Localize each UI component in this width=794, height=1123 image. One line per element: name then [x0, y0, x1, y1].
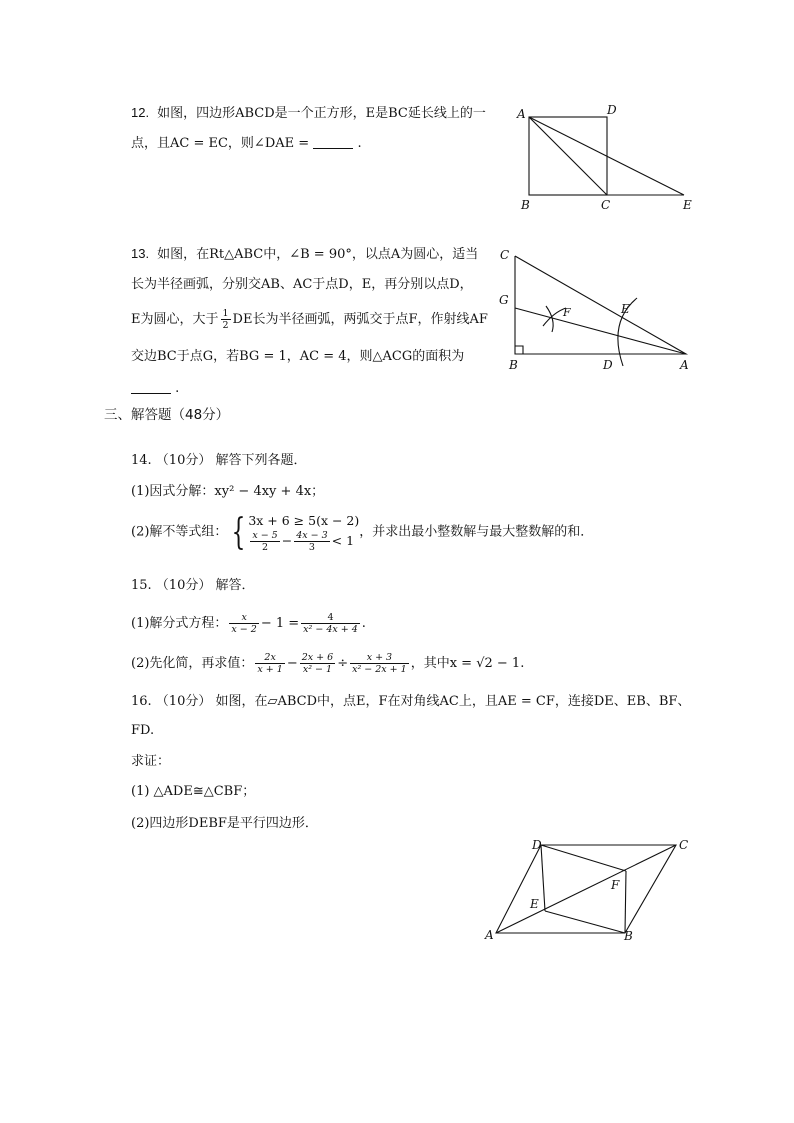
simp-frac-3	[350, 652, 409, 675]
label-a: A	[485, 928, 494, 942]
q12-line2	[131, 135, 362, 153]
less-than-one: < 1	[331, 533, 355, 548]
q14-part1: (1)因式分解：xy² − 4xy + 4x；	[131, 484, 325, 499]
label-c: C	[679, 838, 689, 852]
q14-part2-tail: ，并求出最小整数解与最大整数解的和．	[359, 524, 594, 540]
label-e: E	[621, 302, 630, 316]
segment-de	[541, 845, 545, 911]
right-angle-mark	[515, 346, 523, 354]
frac-a-num: x − 5	[252, 530, 278, 541]
q12-line1	[131, 104, 486, 123]
q14-header: 14. （10分） 解答下列各题．	[131, 453, 307, 468]
q13-text4: 交边BC于点G，若BG = 1，AC = 4，则△ACG的面积为	[131, 349, 465, 364]
simp-frac-2-den: x² − 1	[302, 664, 333, 675]
q14-part2-label: (2)解不等式组：	[131, 524, 228, 540]
q12-number: 12.	[131, 105, 150, 120]
eq-mid: − 1 =	[260, 616, 300, 631]
q13-number: 13.	[131, 246, 150, 261]
half-den: 2	[222, 320, 229, 331]
label-a: A	[680, 358, 689, 372]
q12-period: .	[357, 136, 362, 151]
q16-prove: 求证：	[131, 754, 171, 769]
q14-part2	[131, 512, 593, 553]
eq-frac-2-num: 4	[301, 612, 360, 624]
q13-line1	[131, 245, 478, 264]
answer-blank	[131, 381, 171, 394]
simp-frac-1-den: x + 1	[257, 664, 283, 675]
q13-line3	[131, 308, 488, 331]
inequality-1: 3x + 6 ≥ 5(x − 2)	[248, 513, 360, 528]
q16-line1: 16. （10分） 如图，在▱ABCD中，点E，F在对角线AC上，且AE = CF，连接DE、EB、BF、	[131, 694, 691, 709]
ray-af	[515, 308, 686, 354]
label-b: B	[624, 929, 633, 943]
label-d: D	[532, 838, 542, 852]
half-num: 1	[222, 308, 229, 319]
simp-frac-3-num: x + 3	[350, 652, 409, 664]
frac-a-den: 2	[262, 542, 269, 553]
q13-period: .	[175, 381, 180, 396]
simp-end: ，其中x = √2 − 1.	[410, 656, 525, 671]
simp-frac-1-num: 2x	[255, 652, 284, 664]
q15-header: 15. （10分） 解答．	[131, 578, 255, 593]
q15-part1-label: (1)解分式方程：	[131, 616, 228, 631]
q13-text3b: DE长为半径画弧，两弧交于点F，作射线AF	[232, 312, 488, 327]
segment-eb	[545, 911, 625, 933]
label-a: A	[517, 107, 526, 121]
q13-line2	[131, 276, 473, 294]
minus-sign: −	[281, 533, 293, 548]
eq-frac-2-den: x² − 4x + 4	[303, 624, 358, 635]
diagonal-ac	[529, 117, 607, 195]
answer-blank	[313, 136, 353, 149]
triangle-abc	[515, 256, 686, 354]
label-b: B	[509, 358, 518, 372]
section-heading: 三、解答题（48分）	[104, 407, 230, 423]
frac-b-num: 4x − 3	[296, 530, 328, 541]
system-brace: {	[232, 511, 246, 553]
q13-text2: 长为半径画弧，分别交AB、AC于点D，E，再分别以点D，	[131, 277, 473, 292]
frac-b	[294, 530, 329, 553]
q13-line4	[131, 348, 464, 366]
q15-part2	[131, 650, 524, 678]
eq-frac-1-den: x − 2	[231, 624, 257, 635]
q15-part2-label: (2)先化简，再求值：	[131, 656, 254, 671]
simp-frac-2	[300, 652, 335, 675]
label-g: G	[499, 293, 509, 307]
q13-text3a: E为圆心，大于	[131, 312, 219, 327]
inequality-system	[248, 512, 359, 553]
simp-op-2: ÷	[337, 656, 349, 671]
q13-text1: 如图，在Rt△ABC中，∠B = 90°，以点A为圆心，适当	[157, 247, 479, 262]
label-c: C	[601, 198, 611, 212]
q16-part2: (2)四边形DEBF是平行四边形．	[131, 816, 318, 831]
simp-op-1: −	[286, 656, 298, 671]
inequality-2	[248, 530, 359, 553]
label-d: D	[607, 103, 617, 117]
q13-figure-triangle	[494, 240, 704, 380]
half-fraction	[221, 308, 231, 331]
frac-a	[250, 530, 279, 553]
simp-frac-1	[255, 652, 284, 675]
simp-frac-3-den: x² − 2x + 1	[352, 664, 407, 675]
q16-figure-parallelogram	[480, 832, 700, 952]
simp-frac-2-num: 2x + 6	[301, 652, 334, 663]
eq-frac-2	[301, 612, 360, 635]
eq-frac-1	[229, 612, 258, 635]
eq-end: .	[361, 616, 366, 631]
q16-line2: FD.	[131, 723, 155, 738]
label-d: D	[603, 358, 613, 372]
q15-part1	[131, 610, 366, 638]
segment-fd	[541, 845, 626, 871]
label-c: C	[500, 248, 510, 262]
label-e: E	[683, 198, 692, 212]
q12-text1: 如图，四边形ABCD是一个正方形，E是BC延长线上的一	[157, 106, 486, 121]
label-b: B	[521, 198, 530, 212]
segment-bf	[625, 871, 626, 933]
label-e: E	[530, 897, 539, 911]
frac-b-den: 3	[308, 542, 315, 553]
eq-frac-1-num: x	[229, 612, 258, 624]
q12-figure-square	[508, 98, 708, 218]
q13-line5	[131, 380, 179, 398]
q16-part1: (1) △ADE≅△CBF；	[131, 784, 256, 799]
label-f: F	[563, 306, 571, 319]
label-f: F	[611, 878, 620, 892]
q12-text2: 点，且AC = EC，则∠DAE =	[131, 136, 310, 151]
